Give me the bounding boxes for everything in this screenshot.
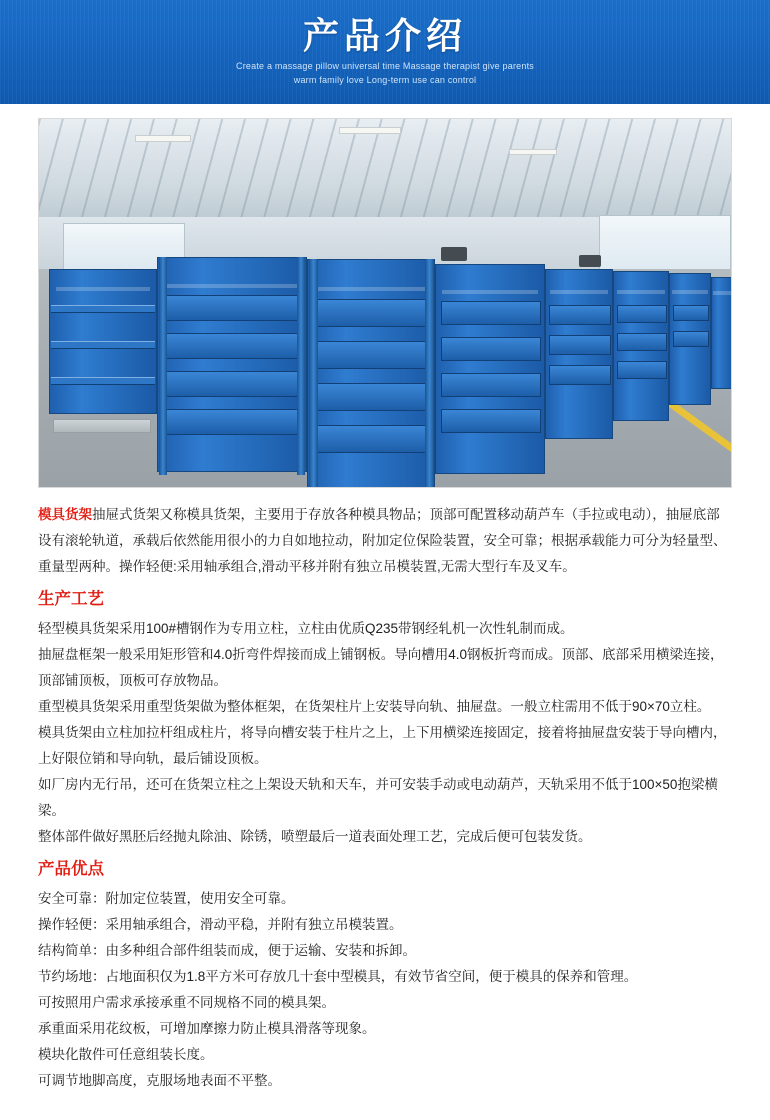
advantage-item: 操作轻便：采用轴承组合，滑动平稳，并附有独立吊模装置。 (38, 917, 403, 932)
floor-pallet (53, 419, 151, 433)
ceiling-light (135, 135, 191, 142)
process-paragraph: 重型模具货架采用重型货架做为整体框架，在货架柱片上安装导向轨、抽屉盘。一般立柱需用不低于90×70立柱。 (38, 699, 711, 714)
banner-subtitle (236, 60, 534, 87)
page-title: 产品介绍 (302, 15, 467, 57)
process-paragraph: 如厂房内无行吊，还可在货架立柱之上架设天轨和天车，并可安装手动或电动葫芦，天轨采用不低于100×50抱梁横梁。 (38, 777, 718, 818)
ceiling-light (339, 127, 401, 134)
rack-post (309, 259, 318, 488)
product-description (0, 488, 770, 1118)
hoist-trolley (579, 255, 601, 267)
advantage-item: 结构简单：由多种组合部件组装而成，便于运输、安装和拆卸。 (38, 943, 416, 958)
banner-subtitle-line-1: Create a massage pillow universal time Massage therapist give parents (236, 61, 534, 72)
rack-post (297, 257, 305, 475)
rack-drawer (315, 425, 429, 453)
advantage-item: 可调节地脚高度，克服场地表面不平整。 (38, 1073, 281, 1088)
rack-post (159, 257, 167, 475)
intro-text: 抽屉式货架又称模具货架，主要用于存放各种模具物品；顶部可配置移动葫芦车（手拉或电动），抽屉底部设有滚轮轨道，承载后依然能用很小的力自如地拉动，附加定位保险装置，安全可靠；根据承载能力可分为轻量型、重量型两种。操作轻便:采用轴承组合,滑动平移并附有独立吊模装置,无需大型行车及叉车。 (38, 507, 727, 574)
intro-keyword: 模具货架 (38, 507, 92, 522)
rack-drawer (165, 371, 301, 397)
rack-shelf (51, 341, 155, 349)
mould-rack (307, 259, 435, 488)
advantage-item: 节约场地：占地面积仅为1.8平方米可存放几十套中型模具，有效节省空间，便于模具的保养和管理。 (38, 969, 638, 984)
advantage-item: 可按照用户需求承接承重不同规格不同的模具架。 (38, 995, 335, 1010)
rack-drawer (441, 409, 541, 433)
rack-shelf (51, 377, 155, 385)
rack-drawer (315, 383, 429, 411)
mould-rack (157, 257, 307, 472)
rack-post (425, 259, 434, 488)
rack-drawer (549, 305, 611, 325)
section-title-advantages: 产品优点 (38, 860, 104, 878)
rack-drawer (315, 299, 429, 327)
section-title-process: 生产工艺 (38, 590, 104, 608)
rack-drawer (165, 295, 301, 321)
rack-drawer (315, 341, 429, 369)
window (599, 215, 731, 277)
rack-drawer (617, 361, 667, 379)
process-paragraph: 抽屉盘框架一般采用矩形管和4.0折弯件焊接而成上铺钢板。导向槽用4.0钢板折弯而成。顶部、底部采用横梁连接，顶部铺顶板，顶板可存放物品。 (38, 647, 724, 688)
rack-drawer (673, 331, 709, 347)
rack-shelf (51, 305, 155, 313)
hoist-trolley (441, 247, 467, 261)
intro-paragraph (38, 502, 732, 580)
rack-drawer (441, 301, 541, 325)
advantage-item: 承重面采用花纹板，可增加摩擦力防止模具滑落等现象。 (38, 1021, 376, 1036)
mould-rack (711, 277, 732, 389)
rack-drawer (673, 305, 709, 321)
mould-rack (435, 264, 545, 474)
advantage-item: 安全可靠：附加定位装置，使用安全可靠。 (38, 891, 295, 906)
rack-drawer (549, 335, 611, 355)
rack-drawer (165, 409, 301, 435)
process-paragraph: 模具货架由立柱加拉杆组成柱片，将导向槽安装于柱片之上，上下用横梁连接固定，接着将抽屉盘安装于导向槽内，上好限位销和导向轨，最后铺设顶板。 (38, 725, 727, 766)
rack-drawer (441, 337, 541, 361)
product-photo (38, 118, 732, 488)
rack-drawer (549, 365, 611, 385)
process-paragraph: 轻型模具货架采用100#槽钢作为专用立柱，立柱由优质Q235带钢经轧机一次性轧制而成。 (38, 621, 574, 636)
product-photo-wrap (0, 104, 770, 488)
page-banner (0, 0, 770, 104)
rack-drawer (617, 305, 667, 323)
advantage-item: 模块化散件可任意组装长度。 (38, 1047, 214, 1062)
ceiling-light (509, 149, 557, 155)
rack-drawer (165, 333, 301, 359)
banner-subtitle-line-2: warm family love Long-term use can control (293, 74, 477, 85)
rack-drawer (617, 333, 667, 351)
process-paragraph: 整体部件做好黑胚后经抛丸除油、除锈，喷塑最后一道表面处理工艺，完成后便可包装发货。 (38, 829, 592, 844)
rack-drawer (441, 373, 541, 397)
